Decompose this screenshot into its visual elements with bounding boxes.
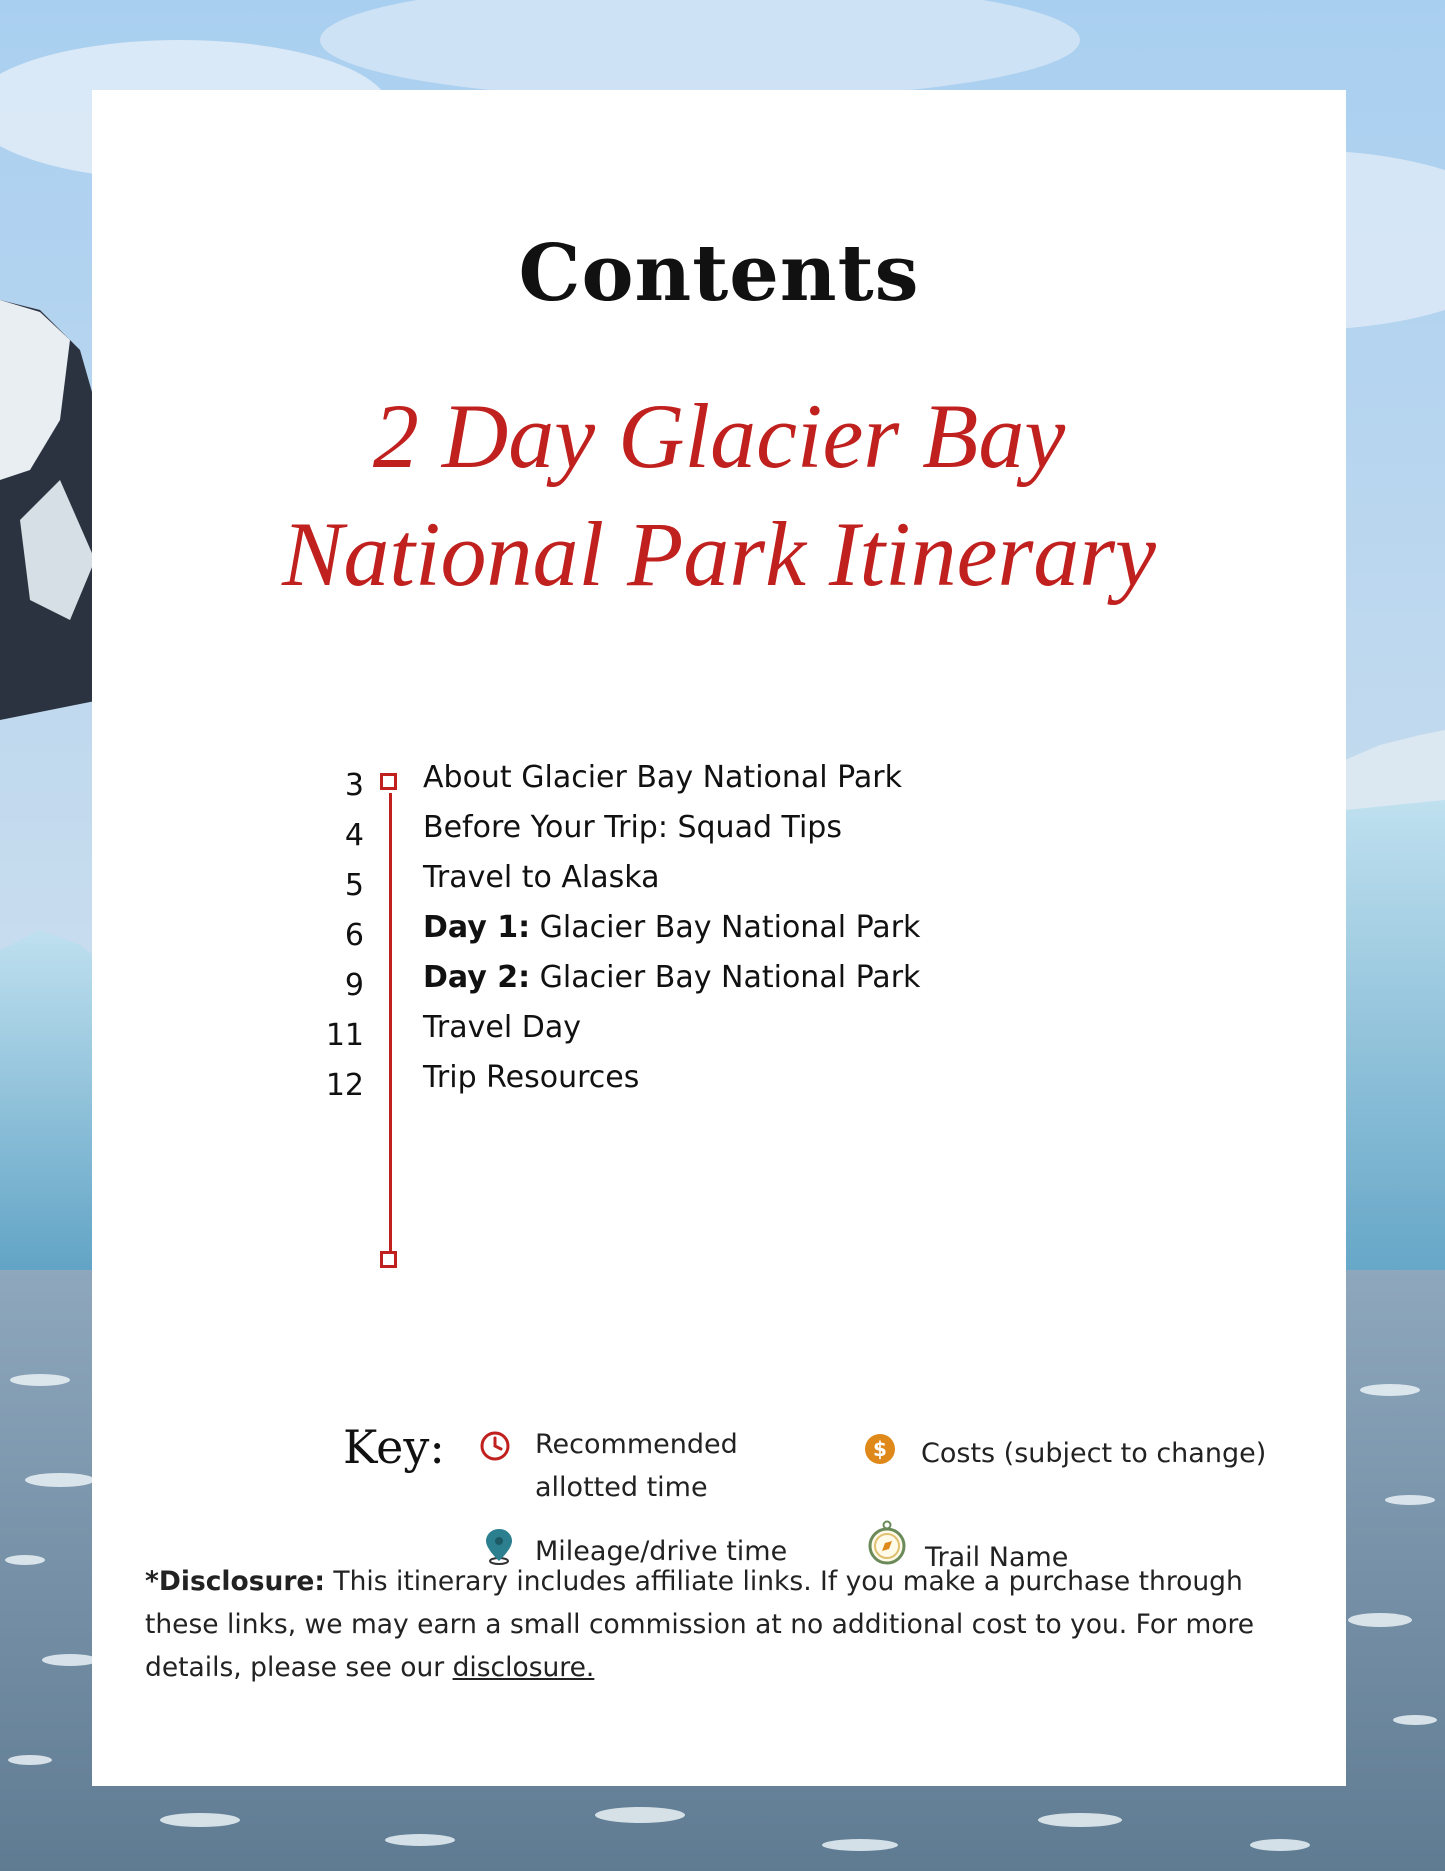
toc-entry-label: Day 1: Glacier Bay National Park <box>423 910 921 945</box>
clock-icon <box>479 1430 511 1462</box>
toc-entry[interactable] <box>292 860 992 908</box>
toc-entry-label: Trip Resources <box>423 1060 640 1095</box>
key-item-trail-name: Trail Name <box>925 1542 1069 1573</box>
toc-page-number: 11 <box>325 1018 364 1053</box>
dollar-icon <box>864 1433 896 1465</box>
key-item-costs: Costs (subject to change) <box>921 1438 1267 1469</box>
key-item-mileage: Mileage/drive time <box>535 1536 788 1567</box>
toc-page-number: 4 <box>344 818 364 853</box>
toc-entry[interactable] <box>292 760 992 808</box>
itinerary-title-line-1: 2 Day Glacier Bay <box>372 385 1066 487</box>
timeline-end-marker <box>380 1251 397 1268</box>
toc-entry-label: About Glacier Bay National Park <box>423 760 902 795</box>
disclosure-link[interactable]: disclosure. <box>452 1652 595 1683</box>
disclosure-paragraph <box>145 1560 1295 1689</box>
toc-entry-label: Day 2: Glacier Bay National Park <box>423 960 921 995</box>
toc-entry-label: Travel to Alaska <box>423 860 660 895</box>
toc-entry-label: Before Your Trip: Squad Tips <box>423 810 842 845</box>
svg-text:$: $ <box>873 1437 887 1461</box>
page-title: Contents <box>518 228 920 319</box>
disclosure-label: *Disclosure: <box>145 1566 325 1597</box>
toc-entry-label: Travel Day <box>423 1010 581 1045</box>
toc-entry[interactable] <box>292 810 992 858</box>
toc-page-number: 5 <box>344 868 364 903</box>
toc-entry[interactable] <box>292 1060 992 1108</box>
toc-page-number: 6 <box>344 918 364 953</box>
disclosure-text: This itinerary includes affiliate links. If you make a purchase through these links, we may earn a small commission at no additional cost to you. For more details, please see our <box>145 1566 1255 1683</box>
toc-page-number: 12 <box>325 1068 364 1103</box>
toc-page-number: 3 <box>344 768 364 803</box>
key-title: Key: <box>343 1420 445 1474</box>
toc-entry[interactable] <box>292 1010 992 1058</box>
toc-entry[interactable] <box>292 910 992 958</box>
toc-entry[interactable] <box>292 960 992 1008</box>
itinerary-title-line-2: National Park Itinerary <box>282 503 1156 605</box>
contents-card <box>92 90 1346 1786</box>
toc-page-number: 9 <box>344 968 364 1003</box>
key-item-recommended-time: Recommended allotted time <box>535 1429 738 1503</box>
